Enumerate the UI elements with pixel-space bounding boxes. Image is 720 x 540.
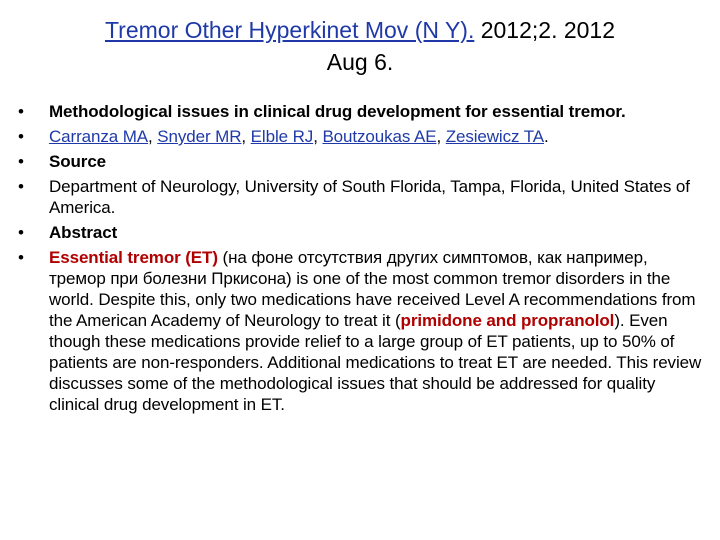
- citation-year: 2012;2. 2012: [474, 17, 616, 43]
- abstract-text-part2: ). Even though these medications provide relief to a large group of ET patients, up to 50% of patients are non-responders. Additional medications to treat ET are needed. This review discusses some of the methodological issues that should be addressed for quality clinical drug development in ET.: [49, 311, 702, 414]
- author-link[interactable]: Snyder MR: [157, 127, 242, 146]
- bullet-source-label: [18, 151, 704, 172]
- highlight-term: Essential tremor (ET): [49, 248, 218, 267]
- bullet-source-text: [18, 176, 704, 218]
- bullet-authors: [18, 126, 704, 147]
- journal-link[interactable]: Tremor Other Hyperkinet Mov (N Y).: [104, 17, 475, 43]
- bullet-abstract-label: [18, 222, 704, 243]
- source-text: Department of Neurology, University of South Florida, Tampa, Florida, United States of America.: [49, 177, 690, 217]
- bullet-abstract-text: [18, 247, 704, 415]
- bullet-dot: •: [18, 248, 24, 267]
- bullet-dot: •: [18, 177, 24, 196]
- bullet-article-title: [18, 101, 704, 122]
- bullet-dot: •: [18, 223, 24, 242]
- author-separator: ,: [241, 127, 251, 146]
- authors-end: .: [544, 127, 549, 146]
- author-link[interactable]: Elble RJ: [250, 127, 314, 146]
- author-link[interactable]: Boutzoukas AE: [322, 127, 437, 146]
- citation-title: [40, 14, 680, 78]
- citation-date: Aug 6.: [326, 49, 394, 75]
- bullet-dot: •: [18, 152, 24, 171]
- abstract-text-part1: (на фоне отсутствия других симптомов, как например, тремор при болезни Пркисона) is one of the most common tremor disorders in the world. Despite this, only two medications have received Level A recommendations from the American Academy of Neurology to treat it (: [49, 248, 696, 330]
- article-title: Methodological issues in clinical drug development for essential tremor.: [49, 102, 626, 121]
- bullet-list: [18, 101, 704, 419]
- highlight-drugs: primidone and propranolol: [400, 311, 615, 330]
- abstract-label: Abstract: [49, 223, 118, 242]
- author-link[interactable]: Zesiewicz TA: [445, 127, 544, 146]
- author-separator: ,: [436, 127, 446, 146]
- bullet-dot: •: [18, 102, 24, 121]
- source-label: Source: [49, 152, 107, 171]
- author-link[interactable]: Carranza MA: [49, 127, 149, 146]
- bullet-dot: •: [18, 127, 24, 146]
- author-separator: ,: [313, 127, 323, 146]
- author-separator: ,: [148, 127, 158, 146]
